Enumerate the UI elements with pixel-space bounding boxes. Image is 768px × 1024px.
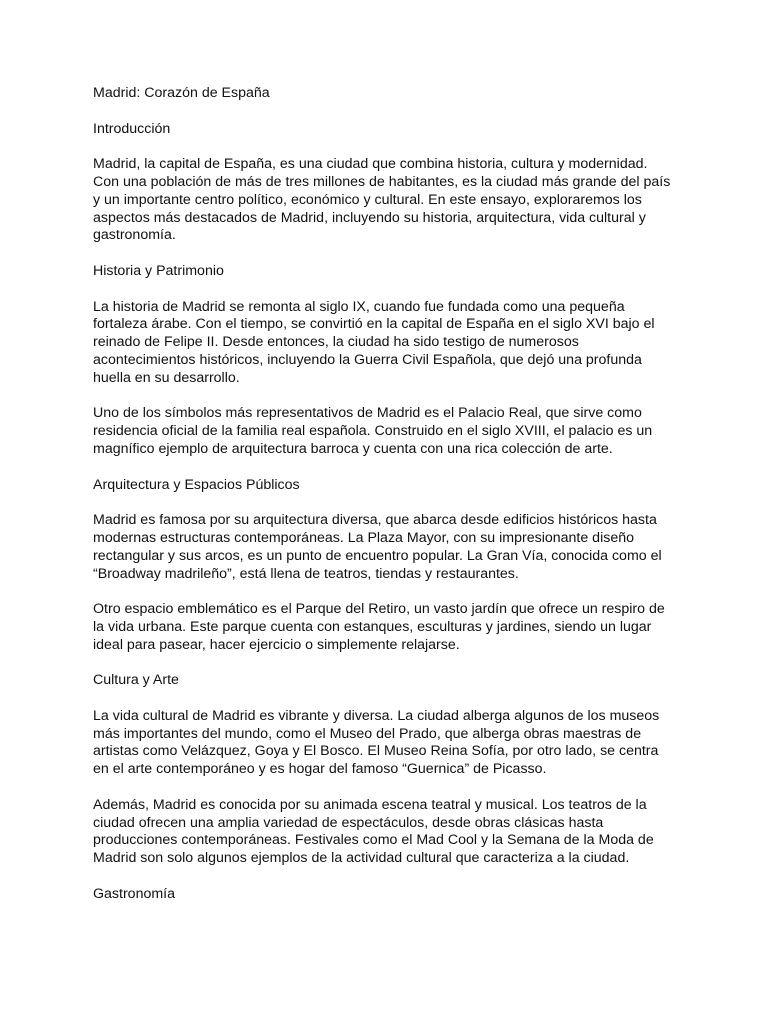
paragraph-line: aspectos más destacados de Madrid, incluyendo su historia, arquitectura, vida cultural y [93,209,646,226]
paragraph-line: Uno de los símbolos más representativos de Madrid es el Palacio Real, que sirve como [93,405,642,422]
paragraph-line: La historia de Madrid se remonta al siglo IX, cuando fue fundada como una pequeña [93,298,625,315]
section-gastronomia [93,886,683,904]
paragraph-line: La vida cultural de Madrid es vibrante y diversa. La ciudad alberga algunos de los museos [93,707,660,724]
document-body [93,85,683,921]
section-cultura [93,672,683,868]
paragraph-line: producciones contemporáneas. Festivales como el Mad Cool y la Semana de la Moda de [93,832,654,849]
section-heading: Historia y Patrimonio [93,262,224,279]
paragraph [93,601,683,654]
paragraph [93,708,683,779]
paragraph [93,405,683,458]
paragraph-line: Además, Madrid es conocida por su animada escena teatral y musical. Los teatros de la [93,796,647,813]
paragraph-line: modernas estructuras contemporáneas. La Plaza Mayor, con su impresionante diseño [93,529,634,546]
section-introduccion [93,121,683,246]
paragraph-line: rectangular y sus arcos, es un punto de encuentro popular. La Gran Vía, conocida como el [93,547,662,564]
paragraph [93,156,683,245]
paragraph-line: fortaleza árabe. Con el tiempo, se convirtió en la capital de España en el siglo XVI bajo el [93,316,655,333]
section-arquitectura [93,477,683,655]
paragraph-line: más importantes del mundo, como el Museo del Prado, que alberga obras maestras de [93,725,642,742]
paragraph-line: la vida urbana. Este parque cuenta con estanques, esculturas y jardines, siendo un lugar [93,618,652,635]
paragraph-line: Madrid, la capital de España, es una ciudad que combina historia, cultura y modernidad. [93,156,648,173]
section-heading: Introducción [93,120,171,137]
paragraph [93,797,683,868]
paragraph-line: residencia oficial de la familia real española. Construido en el siglo XVIII, el palacio es un [93,423,653,440]
section-heading: Arquitectura y Espacios Públicos [93,476,300,493]
paragraph-line: ciudad ofrecen una amplia variedad de espectáculos, desde obras clásicas hasta [93,814,604,831]
paragraph-line: Otro espacio emblemático es el Parque del Retiro, un vasto jardín que ofrece un respiro de [93,601,665,618]
section-heading: Gastronomía [93,885,176,902]
paragraph-line: huella en su desarrollo. [93,369,240,386]
section-heading: Cultura y Arte [93,672,179,689]
paragraph-line: Madrid es famosa por su arquitectura diversa, que abarca desde edificios históricos hasta [93,512,657,529]
paragraph-line: “Broadway madrileño”, está llena de teatros, tiendas y restaurantes. [93,565,519,582]
paragraph-line: gastronomía. [93,227,176,244]
paragraph-line: reinado de Felipe II. Desde entonces, la ciudad ha sido testigo de numerosos [93,334,579,351]
paragraph-line: en el arte contemporáneo y es hogar del famoso “Guernica” de Picasso. [93,761,547,778]
paragraph [93,299,683,388]
document-title: Madrid: Corazón de España [93,85,270,101]
paragraph-line: magnífico ejemplo de arquitectura barroca y cuenta con una rica colección de arte. [93,440,613,457]
section-historia [93,263,683,459]
paragraph-line: y un importante centro político, económico y cultural. En este ensayo, exploraremos los [93,191,642,208]
paragraph-line: acontecimientos históricos, incluyendo la Guerra Civil Española, que dejó una profunda [93,351,642,368]
paragraph-line: Madrid son solo algunos ejemplos de la actividad cultural que caracteriza a la ciudad. [93,850,630,867]
paragraph [93,512,683,583]
paragraph-line: artistas como Velázquez, Goya y El Bosco. El Museo Reina Sofía, por otro lado, se centra [93,743,659,760]
paragraph-line: Con una población de más de tres millones de habitantes, es la ciudad más grande del país [93,173,671,190]
paragraph-line: ideal para pasear, hacer ejercicio o simplemente relajarse. [93,636,460,653]
